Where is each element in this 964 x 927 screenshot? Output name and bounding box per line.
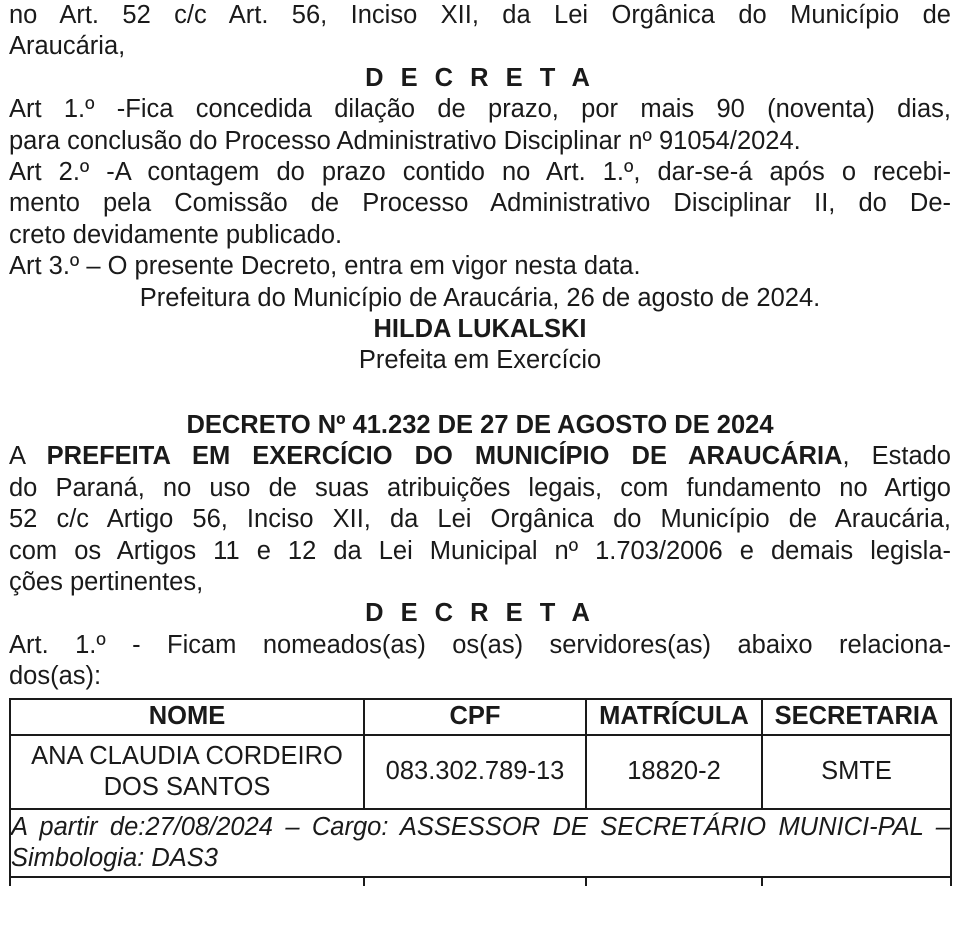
preamble-line-5: ções pertinentes,	[9, 567, 204, 596]
intro-line-1: no Art. 52 c/c Art. 56, Inciso XII, da Lei Orgânica do Município de	[9, 1, 951, 29]
header-cpf: CPF	[364, 699, 586, 735]
decreta-heading-2: D E C R E T A	[365, 599, 595, 628]
preamble-suffix: , Estado	[842, 442, 951, 471]
art2-line-1: Art 2.º -A contagem do prazo contido no Art. 1.º, dar-se-á após o recebi-	[9, 158, 951, 187]
art1-line-2: para conclusão do Processo Administrativo Disciplinar nº 91054/2024.	[9, 126, 801, 155]
art2-line-3: creto devidamente publicado.	[9, 220, 343, 249]
cell-next-4	[762, 877, 951, 886]
preamble-line-4: com os Artigos 11 e 12 da Lei Municipal nº 1.703/2006 e demais legisla-	[9, 536, 951, 565]
decreta-heading: D E C R E T A	[365, 63, 595, 92]
preamble-line-2: do Paraná, no uso de suas atribuições legais, com fundamento no Artigo	[9, 473, 951, 502]
cell-nome: ANA CLAUDIA CORDEIRO DOS SANTOS	[10, 735, 364, 809]
header-matricula: MATRÍCULA	[586, 699, 762, 735]
art2-line-2: mento pela Comissão de Processo Administrativo Disciplinar II, do De-	[9, 189, 951, 218]
table-note-row	[10, 809, 951, 877]
preamble-line-3: 52 c/c Artigo 56, Inciso XII, da Lei Orgânica do Município de Araucária,	[9, 505, 951, 534]
intro-line-2: Araucária,	[9, 32, 126, 61]
cell-secretaria: SMTE	[762, 735, 951, 809]
decree-title: DECRETO Nº 41.232 DE 27 DE AGOSTO DE 2024	[186, 410, 774, 439]
cell-next-1	[10, 877, 364, 886]
signer-name: HILDA LUKALSKI	[373, 315, 587, 344]
place-date: Prefeitura do Município de Araucária, 26 de agosto de 2024.	[139, 283, 821, 312]
decree2-art1-line-1: Art. 1.º - Ficam nomeados(as) os(as) servidores(as) abaixo relaciona-	[9, 630, 951, 659]
nomination-table	[9, 698, 952, 886]
cell-matricula: 18820-2	[586, 735, 762, 809]
table-next-row	[10, 877, 951, 886]
cell-next-3	[586, 877, 762, 886]
header-nome: NOME	[10, 699, 364, 735]
decree2-art1-line-2: dos(as):	[9, 662, 102, 691]
cell-next-2	[364, 877, 586, 886]
preamble-authority: PREFEITA EM EXERCÍCIO DO MUNICÍPIO DE ARAUCÁRIA	[46, 442, 843, 471]
section-gap	[9, 377, 951, 410]
table-header-row	[10, 699, 951, 735]
cell-cpf: 083.302.789-13	[364, 735, 586, 809]
preamble-line-1	[9, 441, 951, 472]
art1-line-1: Art 1.º -Fica concedida dilação de prazo, por mais 90 (noventa) dias,	[9, 95, 951, 124]
header-secretaria: SECRETARIA	[762, 699, 951, 735]
signer-role: Prefeita em Exercício	[358, 346, 602, 375]
preamble-prefix: A	[9, 442, 47, 471]
document-page	[9, 0, 951, 886]
art3-text: Art 3.º – O presente Decreto, entra em vigor nesta data.	[9, 252, 641, 281]
cell-note	[10, 809, 951, 877]
note-text: A partir de:27/08/2024 – Cargo: ASSESSOR DE SECRETÁRIO MUNICI-PAL – Simbologia: DAS3	[11, 812, 950, 872]
table-row	[10, 735, 951, 809]
